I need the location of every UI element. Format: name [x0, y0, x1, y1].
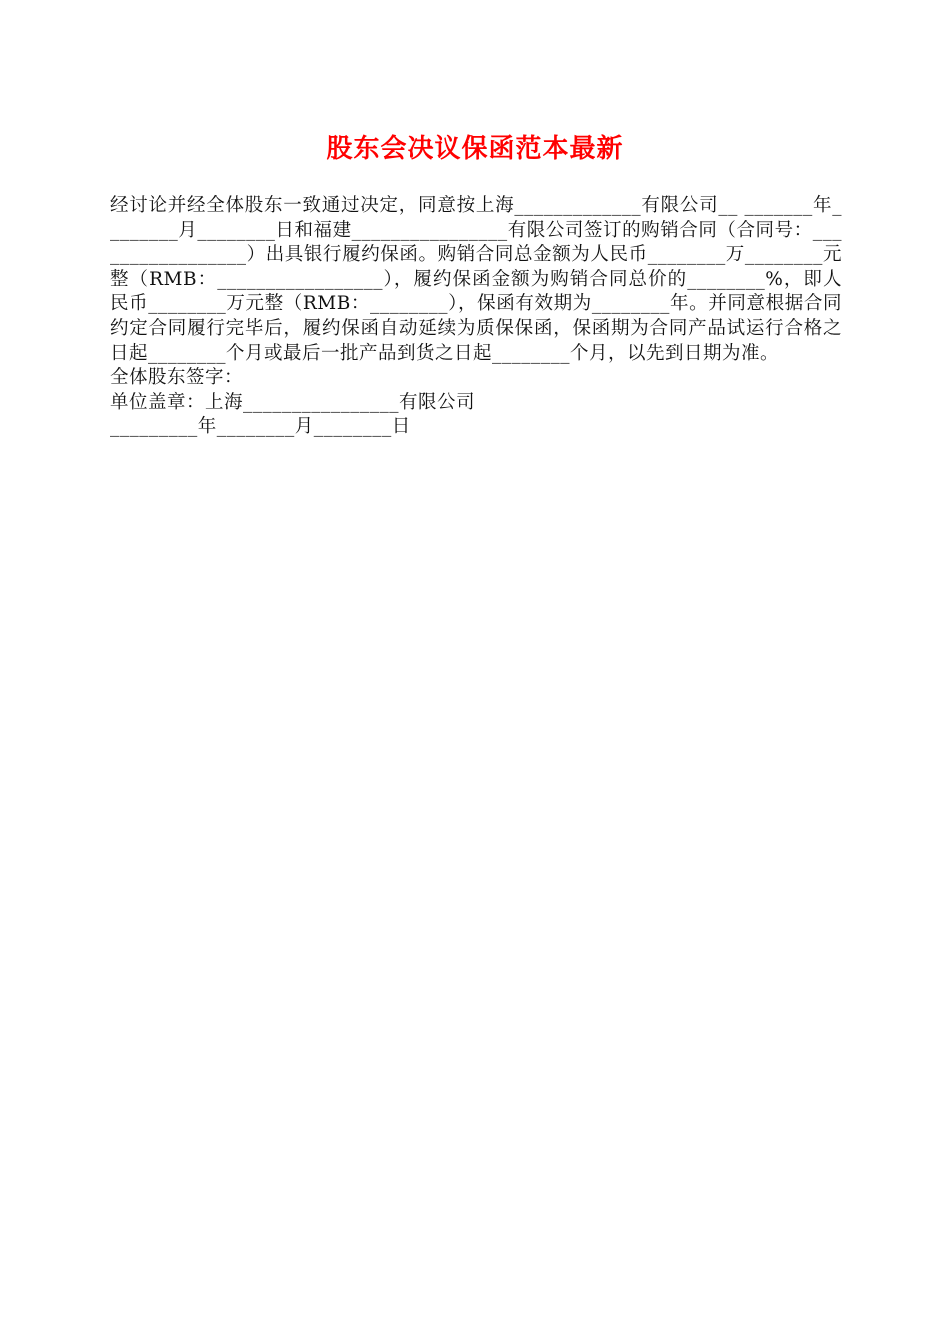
signature-label: 全体股东签字： — [110, 367, 244, 389]
document-body — [110, 194, 842, 440]
seal-line: 单位盖章：上海________________有限公司 — [110, 391, 476, 413]
document-title: 股东会决议保函范本最新 — [326, 134, 624, 164]
resolution-paragraph: 经讨论并经全体股东一致通过决定，同意按上海_____________有限公司__ _______年________月________日和福建________________有限公司签订的购销合同（合同号：_________________）出具银行履约保函。购销合同总金额为人民币________万________元整（RMB：_________________），履约保函金额为购销合同总价的________%，即人民币________万元整（RMB：________），保函有效期为________年。并同意根据合同约定合同履行完毕后，履约保函自动延续为质保保函，保函期为合同产品试运行合格之日起________个月或最后一批产品到货之日起________个月，以先到日期为准。 — [110, 195, 842, 364]
date-line: _________年________月________日 — [110, 416, 411, 438]
